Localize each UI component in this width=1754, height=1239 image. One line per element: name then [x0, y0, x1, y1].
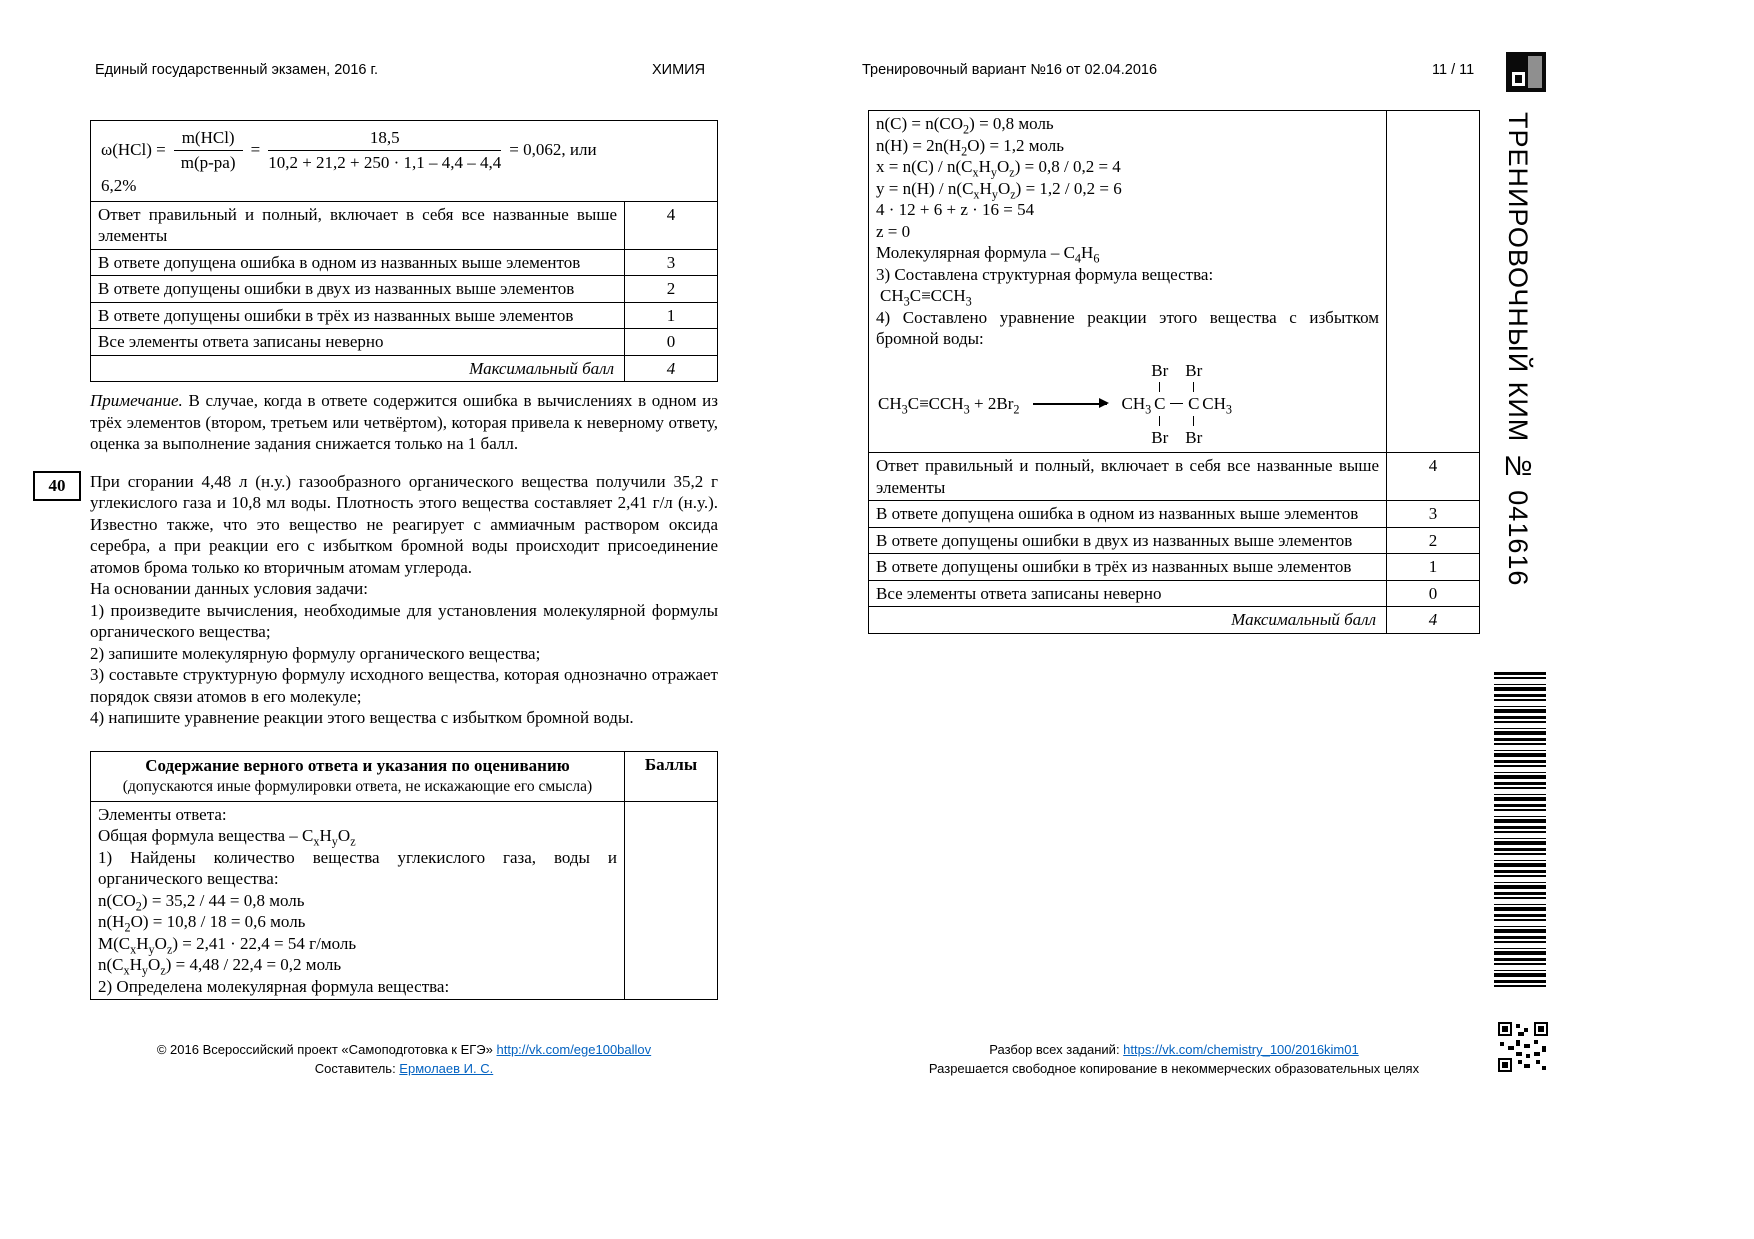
max-score-value: 4	[625, 355, 718, 382]
question-text: При сгорании 4,48 л (н.у.) газообразного органического вещества получили 35,2 г углекислого газа и 10,8 мл воды. Плотность этого вещества составляет 2,41 г/л (н.у.). Известно также, что это вещество не реагирует с аммиачным раствором оксида серебра, а при реакции его с избытком бромной воды происходит присоединение атомов брома только ко вторичным атомам углерода.	[90, 471, 718, 577]
solution-line: 4 · 12 + 6 + z · 16 = 54	[876, 200, 1035, 219]
answer-body-row	[91, 801, 718, 1000]
author-link[interactable]: Ермолаев И. С.	[399, 1061, 494, 1076]
reaction-arrow-icon	[1033, 403, 1107, 405]
criteria-score: 2	[1387, 527, 1480, 554]
header-variant: Тренировочный вариант №16 от 02.04.2016	[862, 62, 1158, 78]
solution-line: 3) Составлена структурная формула вещества:	[876, 264, 1214, 284]
criteria-text: В ответе допущены ошибки в двух из названных выше элементов	[869, 527, 1387, 554]
criteria-row	[91, 249, 718, 276]
header-exam-title: Единый государственный экзамен, 2016 г.	[95, 62, 379, 78]
criteria-text: Все элементы ответа записаны неверно	[91, 329, 625, 356]
structural-formula: $CH_3C\equiv CCH_3$	[880, 286, 972, 309]
question-item: 3) составьте структурную формулу исходного вещества, которая однозначно отражает порядок связи атомов в его молекуле;	[90, 665, 718, 706]
br-substituent: Br	[1151, 427, 1169, 447]
criteria-score: 1	[1387, 554, 1480, 581]
criteria-row	[869, 453, 1480, 501]
criteria-text: Все элементы ответа записаны неверно	[869, 580, 1387, 607]
reaction-scheme	[878, 360, 1379, 449]
methyl-group: $CH_3$	[1121, 394, 1152, 417]
question-item: 2) запишите молекулярную формулу органического вещества;	[90, 643, 541, 663]
reaction-reactants: $CH_3C\equiv CCH_3 + 2Br_2$	[878, 394, 1020, 417]
bond-vertical	[1193, 382, 1194, 392]
bond-vertical	[1159, 382, 1160, 392]
solution-line: $n(C) = n(CO_2) = 0,8$ моль	[876, 114, 1054, 137]
criteria-score: 3	[625, 249, 718, 276]
site-logo-icon	[1506, 52, 1546, 92]
criteria-row	[91, 302, 718, 329]
answer-table-title-cell	[91, 751, 625, 801]
solution-line: z = 0	[876, 221, 911, 241]
bond-vertical	[1159, 416, 1160, 426]
max-score-value: 4	[1387, 607, 1480, 634]
solution-line: 2) Определена молекулярная формула вещества:	[98, 976, 450, 996]
footer-left	[90, 1040, 718, 1078]
solution-score-cell	[1387, 111, 1480, 453]
criteria-text: В ответе допущены ошибки в трёх из названных выше элементов	[91, 302, 625, 329]
note-paragraph	[90, 390, 718, 455]
note-text: В случае, когда в ответе содержится ошибка в вычислениях в одном из трёх элементов (втором, третьем или четвёртом), которая привела к неверному ответу, оценка за выполнение задания снижается только на 1 балл.	[90, 391, 718, 453]
bond-vertical	[1193, 416, 1194, 426]
formula-row	[91, 121, 718, 202]
solution-line: Общая формула вещества – $C_xH_yO_z$	[98, 826, 356, 849]
solution-line: $n(H_2O) = 10,8 / 18 = 0,6$ моль	[98, 912, 306, 935]
criteria-text: Ответ правильный и полный, включает в себя все названные выше элементы	[869, 453, 1387, 501]
carbon-atom: C	[1188, 394, 1200, 413]
solution-line: $x = n(C) / n(C_xH_yO_z) = 0,8 / 0,2 = 4$	[876, 157, 1121, 180]
fraction-numeric: $\frac{18,5}{10,2 + 21,2 + 250 \cdot 1,1 - 4,4 - 4,4}$	[268, 128, 502, 172]
barcode	[1494, 672, 1546, 990]
criteria-score: 4	[1387, 453, 1480, 501]
criteria-score: 0	[625, 329, 718, 356]
methyl-group: $CH_3$	[1202, 394, 1232, 417]
br-substituent: Br	[1185, 427, 1203, 447]
scoring-table-right	[868, 110, 1480, 634]
equals-sign: =	[250, 140, 261, 160]
formula-lhs: ω(HCl) =	[101, 140, 166, 160]
br-substituent: Br	[1151, 360, 1169, 380]
license-line: Разрешается свободное копирование в некоммерческих образовательных целях	[928, 1061, 1420, 1076]
solution-line: $y = n(H) / n(C_xH_yO_z) = 1,2 / 0,2 = 6$	[876, 178, 1122, 201]
br-substituent: Br	[1185, 360, 1203, 380]
project-link[interactable]: http://vk.com/ege100ballov	[496, 1042, 652, 1057]
scoring-table-left	[90, 120, 718, 382]
left-column	[48, 120, 718, 1000]
max-score-row	[869, 607, 1480, 634]
solution-line: $M(C_xH_yO_z) = 2,41 \cdot 22,4 = 54$ г/моль	[98, 933, 357, 956]
solution-line: Элементы ответа:	[98, 804, 227, 824]
note-label: Примечание.	[90, 391, 183, 410]
answer-table-subtitle: (допускаются иные формулировки ответа, не искажающие его смысла)	[122, 778, 593, 795]
criteria-score: 2	[625, 276, 718, 303]
criteria-row	[869, 580, 1480, 607]
criteria-row	[91, 329, 718, 356]
solutions-link[interactable]: https://vk.com/chemistry_100/2016kim01	[1123, 1042, 1359, 1057]
mass-fraction-formula	[91, 121, 718, 202]
answer-table-title: Содержание верного ответа и указания по оцениванию	[145, 755, 570, 775]
criteria-text: Ответ правильный и полный, включает в себя все названные выше элементы	[91, 201, 625, 249]
criteria-row	[869, 554, 1480, 581]
page-number: 11 / 11	[1432, 62, 1475, 78]
right-column	[868, 110, 1480, 634]
criteria-row	[869, 527, 1480, 554]
criteria-text: В ответе допущена ошибка в одном из названных выше элементов	[91, 249, 625, 276]
criteria-score: 1	[625, 302, 718, 329]
fraction-mass-ratio: $\frac{\text{m(HCl)}}{m(р-ра)}$	[174, 127, 243, 173]
answer-body-score-cell	[625, 801, 718, 1000]
formula-result-percent: 6,2%	[101, 176, 137, 195]
footer-right	[868, 1040, 1480, 1078]
max-score-label: Максимальный балл	[91, 355, 625, 382]
criteria-score: 3	[1387, 501, 1480, 528]
answer-body	[91, 801, 625, 1000]
qr-code	[1498, 1022, 1548, 1072]
copyright-line: © 2016 Всероссийский проект «Самоподготовка к ЕГЭ» http://vk.com/ege100ballov	[156, 1042, 652, 1057]
carbon-atom: C	[1154, 394, 1166, 413]
formula-result: = 0,062, или	[509, 140, 597, 160]
reaction-product-structure	[1121, 360, 1232, 449]
question-40	[48, 471, 718, 729]
max-score-row	[91, 355, 718, 382]
answer-table	[90, 751, 718, 1001]
question-item: 1) произведите вычисления, необходимые для установления молекулярной формулы органического вещества;	[90, 600, 718, 641]
criteria-score: 0	[1387, 580, 1480, 607]
solution-line: 1) Найдены количество вещества углекислого газа, воды и органического вещества:	[98, 847, 617, 888]
criteria-row	[869, 501, 1480, 528]
author-line: Составитель: Ермолаев И. С.	[314, 1061, 494, 1076]
solution-continuation-row	[869, 111, 1480, 453]
criteria-text: В ответе допущены ошибки в трёх из названных выше элементов	[869, 554, 1387, 581]
solution-line: $n(C_xH_yO_z) = 4,48 / 22,4 = 0,2$ моль	[98, 955, 342, 978]
score-column-header: Баллы	[625, 751, 718, 801]
criteria-text: В ответе допущены ошибки в двух из названных выше элементов	[91, 276, 625, 303]
max-score-label: Максимальный балл	[869, 607, 1387, 634]
header-subject: ХИМИЯ	[652, 62, 706, 78]
criteria-score: 4	[625, 201, 718, 249]
solution-line: $n(CO_2) = 35,2 / 44 = 0,8$ моль	[98, 890, 305, 913]
question-item: 4) напишите уравнение реакции этого вещества с избытком бромной воды.	[90, 708, 634, 727]
answer-table-header	[91, 751, 718, 801]
criteria-row	[91, 276, 718, 303]
solutions-line: Разбор всех заданий: https://vk.com/chemistry_100/2016kim01	[989, 1042, 1359, 1057]
question-basis: На основании данных условия задачи:	[90, 579, 368, 598]
solution-continuation	[869, 111, 1387, 453]
solution-line: 4) Составлено уравнение реакции этого вещества с избытком бромной воды:	[876, 307, 1379, 348]
solution-line: $n(H) = 2n(H_2O) = 1,2$ моль	[876, 135, 1065, 158]
bond-horizontal	[1170, 403, 1183, 404]
question-number-box: 40	[33, 471, 81, 501]
kim-vertical-label: ТРЕНИРОВОЧНЫЙ КИМ № 041616	[1503, 112, 1533, 587]
criteria-text: В ответе допущена ошибка в одном из названных выше элементов	[869, 501, 1387, 528]
criteria-row	[91, 201, 718, 249]
solution-line: Молекулярная формула – $C_4H_6$	[876, 243, 1100, 266]
